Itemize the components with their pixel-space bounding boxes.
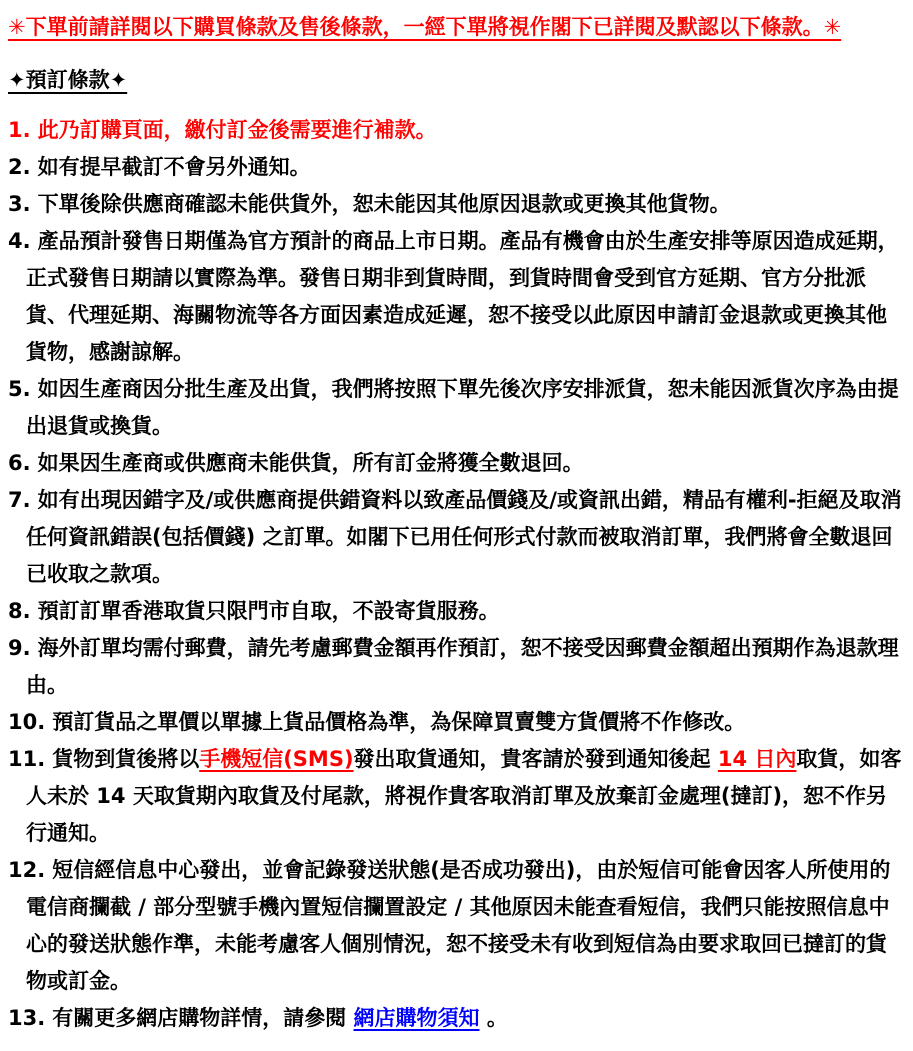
term-text: 海外訂單均需付郵費，請先考慮郵費金額再作預訂，恕不接受因郵費金額超出預期作為退款理由。 <box>26 636 899 697</box>
terms-item <box>8 371 907 445</box>
terms-item <box>8 482 907 593</box>
term-number: 4. <box>8 229 31 253</box>
term-number: 2. <box>8 155 31 179</box>
term-text: 短信經信息中心發出，並會記錄發送狀態(是否成功發出)，由於短信可能會因客人所使用的電信商攔截 / 部分型號手機內置短信攔置設定 / 其他原因未能查看短信，我們只能按照信息中心的發送狀態作準，未能考慮客人個別情況，恕不接受未有收到短信為由要求取回已撻訂的貨物或訂金。 <box>26 858 891 993</box>
term-number: 1. <box>8 118 31 142</box>
store-shopping-guide-link[interactable]: 網店購物須知 <box>353 1006 480 1030</box>
terms-item <box>8 223 907 371</box>
terms-item <box>8 704 907 741</box>
term-text: 取貨，如客人未於 14 天取貨期內取貨及付尾款，將視作貴客取消訂單及放棄訂金處理(撻訂)，恕不作另行通知。 <box>26 747 902 845</box>
term-text: 此乃訂購頁面，繳付訂金後需要進行補款。 <box>37 118 437 142</box>
term-number: 7. <box>8 488 31 512</box>
term-text: 有關更多網店購物詳情，請參閱 <box>52 1006 354 1030</box>
term-text: 貨物到貨後將以 <box>52 747 200 771</box>
terms-item <box>8 741 907 852</box>
term-text: 如因生產商因分批生產及出貨，我們將按照下單先後次序安排派貨，恕未能因派貨次序為由提出退貨或換貨。 <box>26 377 899 438</box>
terms-notice-title: ✳下單前請詳閱以下購買條款及售後條款，一經下單將視作閣下已詳閱及默認以下條款。✳ <box>8 15 842 39</box>
sms-highlight: 手機短信(SMS) <box>199 747 354 771</box>
term-number: 11. <box>8 747 46 771</box>
term-text: 產品預計發售日期僅為官方預計的商品上市日期。產品有機會由於生產安排等原因造成延期，正式發售日期請以實際為準。發售日期非到貨時間，到貨時間會受到官方延期、官方分批派貨、代理延期、海關物流等各方面因素造成延遲，恕不接受以此原因申請訂金退款或更換其他貨物，感謝諒解。 <box>26 229 899 364</box>
term-text: 預訂訂單香港取貨只限門市自取，不設寄貨服務。 <box>37 599 500 623</box>
term-number: 12. <box>8 858 46 882</box>
term-number: 13. <box>8 1006 46 1030</box>
terms-item <box>8 630 907 704</box>
term-text: 。 <box>479 1006 508 1030</box>
term-number: 3. <box>8 192 31 216</box>
term-number: 10. <box>8 710 46 734</box>
terms-item <box>8 1000 907 1037</box>
terms-item <box>8 852 907 1000</box>
terms-item <box>8 593 907 630</box>
term-number: 6. <box>8 451 31 475</box>
terms-item <box>8 149 907 186</box>
pickup-deadline-highlight: 14 日內 <box>717 747 797 771</box>
term-text: 發出取貨通知，貴客請於發到通知後起 <box>353 747 718 771</box>
term-number: 9. <box>8 636 31 660</box>
term-text: 預訂貨品之單價以單據上貨品價格為準，為保障買賣雙方貨價將不作修改。 <box>52 710 746 734</box>
terms-item <box>8 445 907 482</box>
term-text: 如有提早截訂不會另外通知。 <box>37 155 311 179</box>
term-number: 5. <box>8 377 31 401</box>
preorder-terms-heading: ✦預訂條款✦ <box>8 68 128 92</box>
term-text: 下單後除供應商確認未能供貨外，恕未能因其他原因退款或更換其他貨物。 <box>37 192 731 216</box>
term-text: 如有出現因錯字及/或供應商提供錯資料以致產品價錢及/或資訊出錯，精品有權利-拒絕及取消任何資訊錯誤(包括價錢) 之訂單。如閣下已用任何形式付款而被取消訂單，我們將會全數退回已收取之款項。 <box>26 488 902 586</box>
terms-list <box>8 112 907 1037</box>
term-text: 如果因生產商或供應商未能供貨，所有訂金將獲全數退回。 <box>37 451 584 475</box>
term-number: 8. <box>8 599 31 623</box>
terms-item <box>8 112 907 149</box>
terms-item <box>8 186 907 223</box>
